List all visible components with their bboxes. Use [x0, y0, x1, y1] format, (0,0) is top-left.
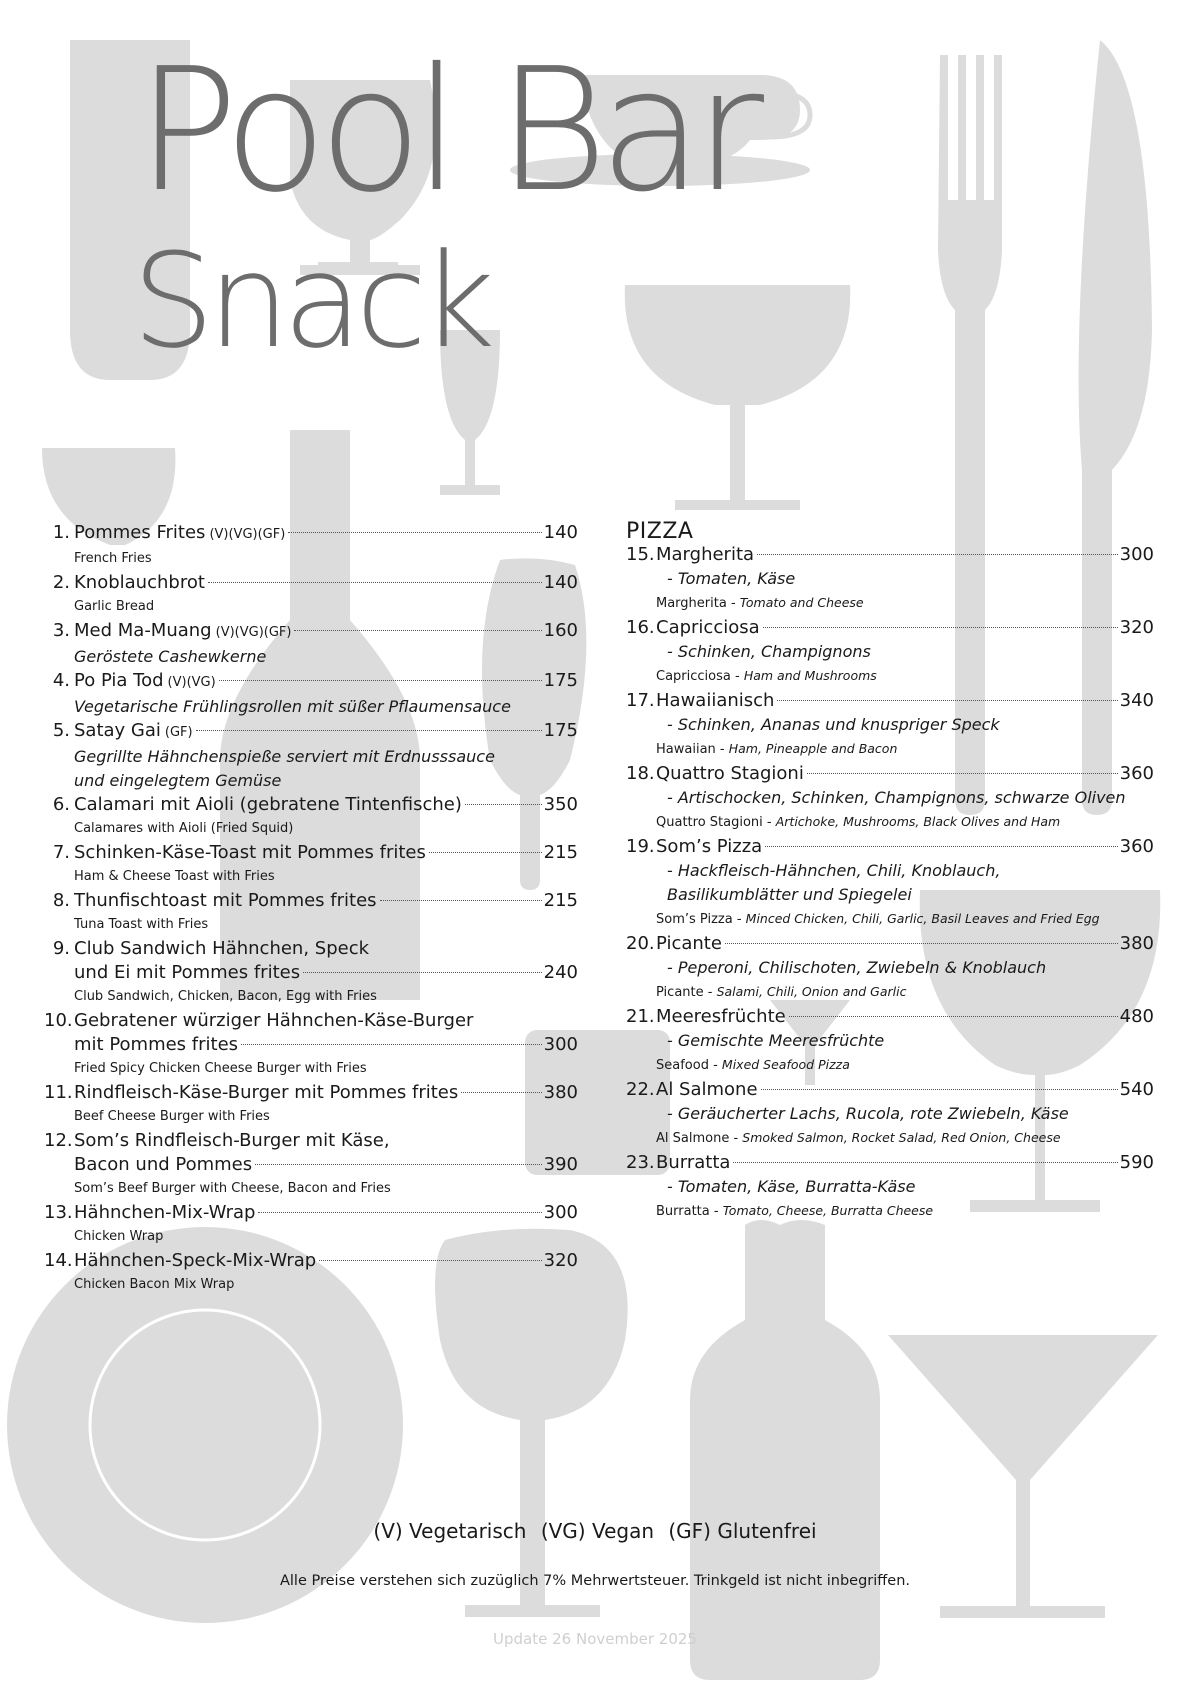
item-name: Picante	[656, 933, 722, 954]
item-price: 340	[1119, 690, 1154, 711]
item-price: 540	[1119, 1079, 1154, 1100]
item-name: Knoblauchbrot	[74, 572, 205, 593]
bottom-bottle-silhouette	[690, 1220, 880, 1680]
dot-leader	[761, 1089, 1118, 1090]
item-number: 9.	[52, 938, 70, 959]
item-price: 215	[543, 842, 578, 863]
item-name-line1: Som’s Rindfleisch-Burger mit Käse,	[74, 1130, 390, 1151]
item-german-desc: - Gemischte Meeresfrüchte	[667, 1031, 885, 1050]
item-english-desc: Salami, Chili, Onion and Garlic	[716, 984, 907, 999]
item-price: 360	[1119, 836, 1154, 857]
item-number: 2.	[52, 572, 70, 593]
item-name: Thunfischtoast mit Pommes frites	[74, 890, 377, 911]
menu-item	[44, 1081, 578, 1129]
item-name: Meeresfrüchte	[656, 1006, 786, 1027]
pizza-heading: PIZZA	[626, 519, 694, 544]
menu-item	[44, 1129, 578, 1201]
item-price: 175	[543, 670, 578, 691]
item-name: Bacon und Pommes	[74, 1154, 253, 1175]
item-english-name: Burratta -	[656, 1204, 719, 1219]
menu-item	[44, 521, 578, 571]
dot-leader	[380, 900, 542, 901]
item-number: 22.	[626, 1079, 655, 1100]
dot-leader	[789, 1016, 1118, 1017]
item-number: 5.	[52, 720, 70, 741]
bowl-glass-silhouette	[625, 285, 851, 510]
item-english-name: Capricciosa -	[656, 669, 740, 684]
update-date: Update 26 November 2025	[493, 1630, 697, 1648]
item-number: 19.	[626, 836, 655, 857]
menu-item	[44, 619, 578, 669]
dot-leader	[241, 1044, 542, 1045]
item-price: 300	[543, 1202, 578, 1223]
item-german-desc: - Artischocken, Schinken, Champignons, schwarze Oliven	[667, 788, 1126, 807]
item-english-desc: Tomato, Cheese, Burratta Cheese	[722, 1203, 934, 1218]
item-price: 140	[543, 572, 578, 593]
dot-leader	[303, 972, 542, 973]
item-english: Tuna Toast with Fries	[74, 917, 209, 932]
item-german-desc: Basilikumblätter und Spiegelei	[667, 885, 912, 904]
item-number: 3.	[52, 620, 70, 641]
item-price: 320	[1119, 617, 1154, 638]
item-number: 14.	[44, 1250, 73, 1271]
item-german-desc: - Schinken, Ananas und knuspriger Speck	[667, 715, 1000, 734]
item-number: 20.	[626, 933, 655, 954]
item-english-desc: Minced Chicken, Chili, Garlic, Basil Leaves and Fried Egg	[745, 911, 1100, 926]
item-price: 390	[543, 1154, 578, 1175]
item-price: 160	[543, 620, 578, 641]
item-name: Satay Gai	[74, 720, 161, 741]
menu-item	[44, 571, 578, 619]
dot-leader	[757, 554, 1118, 555]
item-price: 320	[543, 1250, 578, 1271]
item-number: 17.	[626, 690, 655, 711]
item-price: 140	[543, 522, 578, 543]
diet-legend	[0, 1519, 1190, 1543]
item-english-name: Hawaiian -	[656, 742, 725, 757]
item-english-name: Margherita -	[656, 596, 736, 611]
item-english: Chicken Wrap	[74, 1229, 164, 1244]
item-number: 18.	[626, 763, 655, 784]
item-german-desc: - Hackfleisch-Hähnchen, Chili, Knoblauch,	[667, 861, 1001, 880]
item-name-line1: Club Sandwich Hähnchen, Speck	[74, 938, 370, 959]
dot-leader	[255, 1164, 542, 1165]
item-german-desc: - Geräucherter Lachs, Rucola, rote Zwiebeln, Käse	[667, 1104, 1069, 1123]
item-number: 12.	[44, 1130, 73, 1151]
menu-item	[44, 937, 578, 1009]
pizza-item	[626, 616, 1154, 689]
menu-item	[44, 1249, 578, 1297]
dot-leader	[429, 852, 542, 853]
item-name: Hawaiianisch	[656, 690, 775, 711]
item-name: Rindfleisch-Käse-Burger mit Pommes frites	[74, 1082, 459, 1103]
item-name: Hähnchen-Speck-Mix-Wrap	[74, 1250, 317, 1271]
menu-item	[44, 889, 578, 937]
dot-leader	[294, 630, 541, 631]
legend-vegan: (VG) Vegan	[540, 1519, 655, 1543]
snack-menu	[44, 521, 578, 1297]
item-name: Schinken-Käse-Toast mit Pommes frites	[74, 842, 426, 863]
item-price: 175	[543, 720, 578, 741]
legend-vegetarian: (V) Vegetarisch	[373, 1519, 527, 1543]
menu-item	[44, 669, 578, 719]
item-tags: (V)(VG)(GF)	[215, 625, 292, 640]
item-tags: (V)(VG)	[167, 675, 216, 690]
item-number: 1.	[52, 522, 70, 543]
legend-glutenfree: (GF) Glutenfrei	[668, 1519, 817, 1543]
dot-leader	[807, 773, 1118, 774]
item-name: Hähnchen-Mix-Wrap	[74, 1202, 256, 1223]
item-english-name: Som’s Pizza -	[656, 912, 742, 927]
item-name: Po Pia Tod	[74, 670, 164, 691]
item-price: 380	[543, 1082, 578, 1103]
item-price: 360	[1119, 763, 1154, 784]
item-english: Ham & Cheese Toast with Fries	[74, 869, 275, 884]
item-german-desc: - Peperoni, Chilischoten, Zwiebeln & Knoblauch	[667, 958, 1047, 977]
item-number: 4.	[52, 670, 70, 691]
item-price: 300	[1119, 544, 1154, 565]
item-price: 590	[1119, 1152, 1154, 1173]
item-english: Calamares with Aioli (Fried Squid)	[74, 821, 294, 836]
item-english: Som’s Beef Burger with Cheese, Bacon and Fries	[74, 1181, 391, 1196]
pizza-item	[626, 1151, 1154, 1224]
item-english-desc: Artichoke, Mushrooms, Black Olives and Ham	[775, 814, 1061, 829]
item-number: 11.	[44, 1082, 73, 1103]
item-english: Chicken Bacon Mix Wrap	[74, 1277, 235, 1292]
title-snack: Snack	[132, 225, 489, 377]
dot-leader	[208, 582, 542, 583]
item-english-desc: Tomato and Cheese	[739, 595, 864, 610]
item-english-name: Seafood -	[656, 1058, 718, 1073]
dot-leader	[765, 846, 1117, 847]
item-price: 350	[543, 794, 578, 815]
item-tags: (GF)	[164, 725, 193, 740]
item-english-desc: Smoked Salmon, Rocket Salad, Red Onion, Cheese	[742, 1130, 1061, 1145]
pizza-item	[626, 835, 1154, 932]
title-pool-bar: Pool Bar	[136, 32, 756, 230]
item-english: Garlic Bread	[74, 599, 155, 614]
pizza-item	[626, 1078, 1154, 1151]
item-name-line1: Gebratener würziger Hähnchen-Käse-Burger	[74, 1010, 474, 1031]
item-english-name: Al Salmone -	[656, 1131, 739, 1146]
item-price: 240	[543, 962, 578, 983]
item-price: 480	[1119, 1006, 1154, 1027]
pizza-item	[626, 1005, 1154, 1078]
dot-leader	[725, 943, 1118, 944]
item-english: Beef Cheese Burger with Fries	[74, 1109, 270, 1124]
item-number: 6.	[52, 794, 70, 815]
item-tags: (V)(VG)(GF)	[209, 527, 286, 542]
item-name: Pommes Frites	[74, 522, 206, 543]
item-german-desc: - Tomaten, Käse	[667, 569, 796, 588]
item-name: Al Salmone	[656, 1079, 758, 1100]
dot-leader	[465, 804, 542, 805]
item-price: 300	[543, 1034, 578, 1055]
menu-item	[44, 1201, 578, 1249]
item-number: 15.	[626, 544, 655, 565]
item-english-name: Picante -	[656, 985, 713, 1000]
dot-leader	[777, 700, 1117, 701]
item-price: 215	[543, 890, 578, 911]
item-number: 8.	[52, 890, 70, 911]
item-english-desc: Ham, Pineapple and Bacon	[728, 741, 898, 756]
item-german-desc: - Tomaten, Käse, Burratta-Käse	[667, 1177, 916, 1196]
dot-leader	[733, 1162, 1117, 1163]
item-number: 7.	[52, 842, 70, 863]
dot-leader	[219, 680, 542, 681]
item-name: Med Ma-Muang	[74, 620, 212, 641]
item-price: 380	[1119, 933, 1154, 954]
item-name: Capricciosa	[656, 617, 760, 638]
item-german-desc: Vegetarische Frühlingsrollen mit süßer Pflaumensauce	[74, 697, 511, 716]
item-english-desc: Ham and Mushrooms	[743, 668, 877, 683]
item-name: Calamari mit Aioli (gebratene Tintenfische)	[74, 794, 462, 815]
pizza-item	[626, 762, 1154, 835]
item-name: Margherita	[656, 544, 755, 565]
item-english: Club Sandwich, Chicken, Bacon, Egg with Fries	[74, 989, 377, 1004]
dot-leader	[288, 532, 541, 533]
item-english-desc: Mixed Seafood Pizza	[721, 1057, 850, 1072]
item-name: mit Pommes frites	[74, 1034, 239, 1055]
dot-leader	[461, 1092, 541, 1093]
dot-leader	[196, 730, 542, 731]
item-number: 10.	[44, 1010, 73, 1031]
dot-leader	[258, 1212, 541, 1213]
item-german-desc: Gegrillte Hähnchenspieße serviert mit Erdnusssauce	[74, 747, 495, 766]
dot-leader	[763, 627, 1118, 628]
pizza-item	[626, 689, 1154, 762]
item-english-name: Quattro Stagioni -	[656, 815, 772, 830]
pizza-item	[626, 543, 1154, 616]
pizza-item	[626, 932, 1154, 1005]
menu-item	[44, 793, 578, 841]
item-german-desc: und eingelegtem Gemüse	[74, 771, 282, 790]
item-german-desc: Geröstete Cashewkerne	[74, 647, 267, 666]
menu-item	[44, 841, 578, 889]
price-note: Alle Preise verstehen sich zuzüglich 7% Mehrwertsteuer. Trinkgeld ist nicht inbegriffen.	[279, 1573, 910, 1589]
dot-leader	[319, 1260, 541, 1261]
item-name: und Ei mit Pommes frites	[74, 962, 301, 983]
pizza-menu	[626, 517, 1154, 1224]
item-name: Som’s Pizza	[656, 836, 763, 857]
item-german-desc: - Schinken, Champignons	[667, 642, 871, 661]
item-number: 21.	[626, 1006, 655, 1027]
item-name: Burratta	[656, 1152, 731, 1173]
item-english: Fried Spicy Chicken Cheese Burger with Fries	[74, 1061, 367, 1076]
item-number: 16.	[626, 617, 655, 638]
menu-item	[44, 719, 578, 793]
item-number: 13.	[44, 1202, 73, 1223]
item-number: 23.	[626, 1152, 655, 1173]
menu-item	[44, 1009, 578, 1081]
item-english: French Fries	[74, 551, 152, 566]
item-name: Quattro Stagioni	[656, 763, 804, 784]
